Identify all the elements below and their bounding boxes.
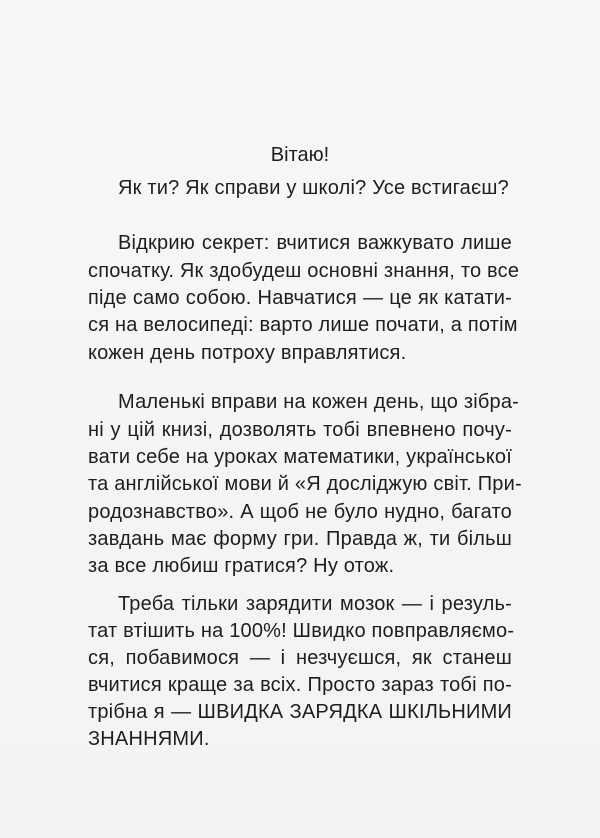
text-line: спочатку. Як здобудеш основні знання, то все (88, 260, 520, 282)
text-line: Відкрию секрет: вчитися важкувато лише (118, 232, 512, 254)
text-line: вчитися краще за всіх. Просто зараз тобі по- (88, 674, 512, 696)
text-line: ЗНАННЯМИ. (88, 728, 210, 750)
text-line: ні у цій книзі, дозволять тобі впевнено почу- (88, 419, 512, 441)
text-line: піде само собою. Навчатися — це як катати- (88, 287, 512, 309)
text-line: тат втішить на 100%! Швидко повправляємо- (88, 620, 515, 642)
text-line: кожен день потроху вправлятися. (88, 342, 407, 364)
text-line: завдань має форму гри. Правда ж, ти більш (88, 528, 512, 550)
text-line: родознавство». А щоб не було нудно, багато (88, 501, 512, 523)
text-line: ся, побавимося — і незчуєшся, як станеш (88, 647, 512, 669)
text-line: Маленькі вправи на кожен день, що зібра- (118, 391, 520, 413)
page-title: Вітаю! (270, 144, 330, 166)
text-line: трібна я — ШВИДКА ЗАРЯДКА ШКІЛЬНИМИ (88, 701, 512, 723)
text-line: Як ти? Як справи у школі? Усе встигаєш? (118, 177, 509, 199)
text-line: та англійської мови й «Я досліджую світ. При- (88, 473, 522, 495)
text-line: Треба тільки зарядити мозок — і резуль- (118, 593, 512, 615)
text-line: ся на велосипеді: варто лише почати, а потім (88, 314, 518, 336)
text-line: вати себе на уроках математики, української (88, 446, 512, 468)
text-line: за все любиш гратися? Ну отож. (88, 555, 395, 577)
